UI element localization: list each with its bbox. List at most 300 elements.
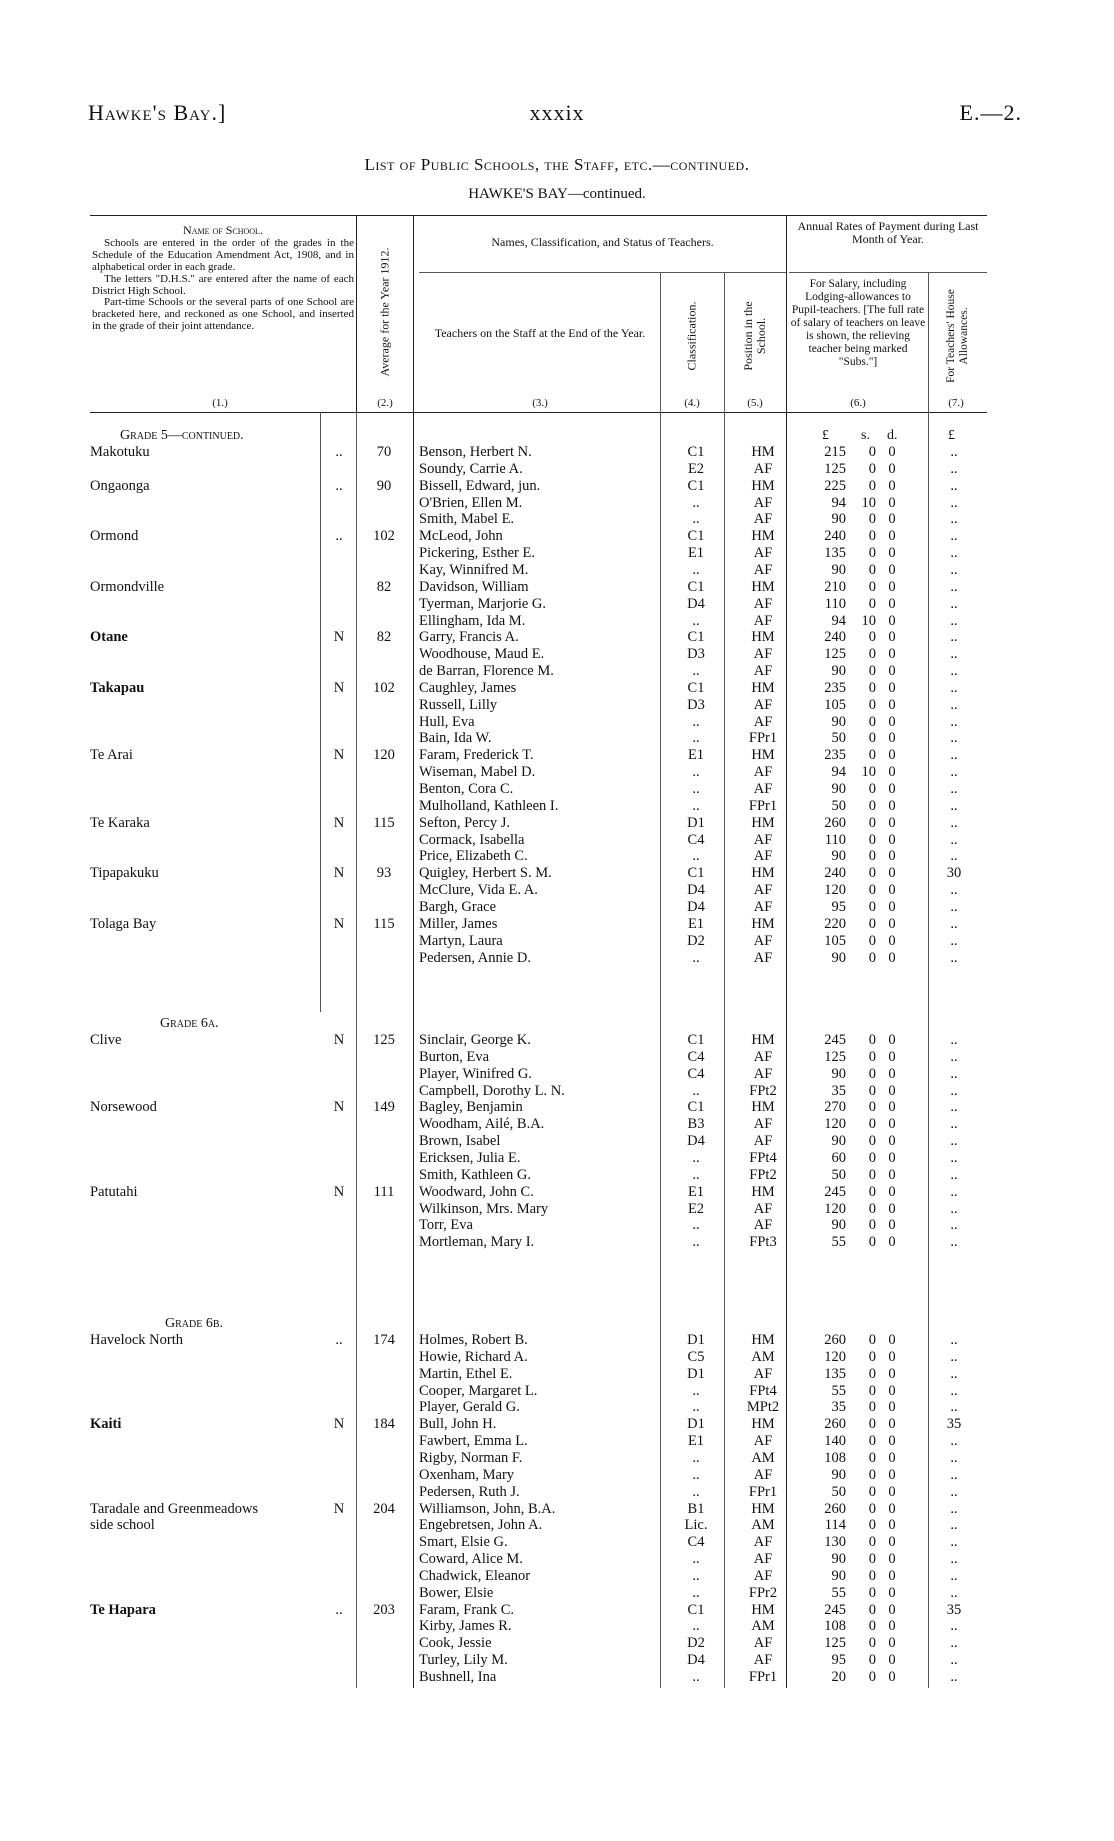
house-allowance: .. — [950, 561, 958, 578]
table-row — [0, 697, 1114, 714]
salary-pence: 0 — [888, 1382, 896, 1399]
table-row — [0, 1399, 1114, 1416]
salary-pounds: 260 — [824, 814, 846, 831]
salary-pence: 0 — [888, 1183, 896, 1200]
average-attendance: 70 — [376, 444, 392, 460]
salary-pence: 0 — [888, 1534, 896, 1551]
salary-pounds: 35 — [831, 1082, 846, 1099]
school-name: Te Hapara — [90, 1601, 156, 1618]
district-mark: N — [333, 1183, 345, 1200]
salary-pence: 0 — [888, 898, 896, 915]
salary-pounds: 35 — [831, 1399, 846, 1416]
salary-shillings: 0 — [868, 1567, 876, 1584]
salary-shillings: 0 — [868, 528, 876, 545]
salary-pounds: 50 — [831, 1166, 846, 1183]
salary-shillings: 0 — [868, 696, 876, 713]
table-row — [0, 1585, 1114, 1602]
teacher-name: Torr, Eva — [419, 1217, 473, 1234]
salary-pounds: 240 — [824, 865, 846, 882]
teacher-name: Pedersen, Annie D. — [419, 949, 531, 966]
school-name: Havelock North — [90, 1332, 184, 1348]
table-row — [0, 1652, 1114, 1669]
table-row — [0, 832, 1114, 849]
teacher-name: Ericksen, Julia E. — [419, 1149, 521, 1166]
house-allowance: .. — [950, 1032, 958, 1048]
salary-pounds: 130 — [824, 1534, 846, 1551]
salary-pence: 0 — [888, 511, 896, 528]
salary-shillings: 0 — [868, 1217, 876, 1234]
names-group-rule — [419, 272, 786, 273]
position: FPt2 — [749, 1166, 777, 1183]
salary-shillings: 0 — [868, 1449, 876, 1466]
classification: C1 — [687, 528, 705, 545]
page-subtitle: HAWKE'S BAY—continued. — [468, 186, 646, 202]
teacher-name: Sinclair, George K. — [419, 1032, 531, 1048]
average-attendance: 102 — [373, 528, 395, 545]
salary-pounds: 270 — [824, 1099, 846, 1116]
salary-pounds: 20 — [831, 1669, 846, 1685]
salary-pounds: 90 — [831, 781, 846, 797]
salary-shillings: 0 — [868, 713, 876, 730]
position: AM — [751, 1449, 775, 1466]
table-row — [0, 730, 1114, 747]
salary-shillings: 0 — [868, 730, 876, 747]
house-allowance: .. — [950, 1065, 958, 1082]
house-allowance: .. — [950, 915, 958, 932]
salary-pence: 0 — [888, 797, 896, 814]
teacher-name: Oxenham, Mary — [419, 1466, 515, 1483]
house-allowance: .. — [950, 1551, 958, 1568]
classification-header: Classification. — [684, 301, 699, 371]
salary-pounds: 94 — [831, 764, 846, 781]
payment-group-rule — [789, 272, 987, 273]
district-mark: N — [333, 679, 345, 696]
salary-pence: 0 — [888, 1433, 896, 1450]
salary-pounds: 55 — [831, 1382, 846, 1399]
district-mark: .. — [335, 444, 343, 460]
school-name: Kaiti — [90, 1416, 122, 1433]
school-name: side school — [90, 1517, 155, 1534]
house-allowance: .. — [950, 1500, 958, 1517]
salary-pounds: 55 — [831, 1234, 846, 1251]
position: AF — [753, 1200, 773, 1217]
house-allowance: .. — [950, 882, 958, 899]
classification: C5 — [687, 1348, 705, 1365]
classification: C1 — [687, 444, 705, 460]
name-header-note-1: Schools are entered in the order of the grades in the Schedule of the Education Amendment Act, 1908, and in alphabetical order in each grade. — [92, 236, 354, 273]
salary-shillings: 0 — [868, 1032, 876, 1048]
salary-shillings: 0 — [868, 1166, 876, 1183]
salary-shillings: 10 — [861, 612, 876, 629]
salary-pounds: 240 — [824, 629, 846, 646]
teacher-name: Fawbert, Emma L. — [419, 1433, 528, 1450]
district-mark: N — [333, 1416, 345, 1433]
salary-shillings: 0 — [868, 848, 876, 865]
teacher-name: Bower, Elsie — [419, 1584, 494, 1601]
house-allowance: .. — [950, 797, 958, 814]
table-row — [0, 848, 1114, 865]
position: AM — [751, 1517, 775, 1534]
house-allowance: .. — [950, 1332, 958, 1348]
table-row — [0, 1635, 1114, 1652]
classification: D4 — [687, 1652, 705, 1669]
salary-pence: 0 — [888, 696, 896, 713]
salary-shillings: 0 — [868, 781, 876, 797]
teacher-name: Bain, Ida W. — [419, 730, 492, 747]
salary-shillings: 0 — [868, 1183, 876, 1200]
table-row — [0, 1618, 1114, 1635]
classification: B3 — [687, 1116, 705, 1133]
average-attendance: 93 — [376, 865, 392, 882]
table-row — [0, 933, 1114, 950]
house-allowance: .. — [950, 460, 958, 477]
teacher-name: Smart, Elsie G. — [419, 1534, 508, 1551]
house-allowance: .. — [950, 1669, 958, 1685]
position: AF — [753, 1534, 773, 1551]
salary-shillings: 0 — [868, 1669, 876, 1685]
position: HM — [751, 1099, 775, 1116]
salary-pence: 0 — [888, 663, 896, 680]
house-allowance: .. — [950, 1116, 958, 1133]
salary-header: For Salary, including Lodging-allowances to Pupil-teachers. [The full rate of salary of teachers on leave is shown, the relieving teacher being marked "Subs."] — [790, 278, 926, 368]
classification: .. — [692, 1584, 700, 1601]
teacher-name: Tyerman, Marjorie G. — [419, 595, 547, 612]
house-allowance: .. — [950, 949, 958, 966]
position: FPr1 — [748, 1483, 778, 1500]
table-row — [0, 596, 1114, 613]
average-attendance: 111 — [373, 1183, 395, 1200]
salary-pence: 0 — [888, 1133, 896, 1150]
district-mark: N — [333, 747, 345, 764]
teacher-name: Holmes, Robert B. — [419, 1332, 528, 1348]
district-mark: N — [333, 1500, 345, 1517]
salary-pounds: 135 — [824, 1365, 846, 1382]
salary-pounds: 110 — [824, 831, 846, 848]
teacher-name: Davidson, William — [419, 578, 529, 595]
position: AF — [753, 460, 773, 477]
salary-pence: 0 — [888, 1032, 896, 1048]
table-row — [0, 882, 1114, 899]
salary-pounds: 260 — [824, 1500, 846, 1517]
salary-pence: 0 — [888, 1217, 896, 1234]
salary-shillings: 0 — [868, 1618, 876, 1635]
table-row — [0, 916, 1114, 933]
school-name: Patutahi — [90, 1183, 138, 1200]
classification: E1 — [687, 915, 705, 932]
position: HM — [751, 1601, 775, 1618]
table-row — [0, 1669, 1114, 1686]
salary-pence: 0 — [888, 1466, 896, 1483]
table-row — [0, 478, 1114, 495]
district-mark: N — [333, 915, 345, 932]
average-header: Average for the Year 1912. — [377, 247, 392, 377]
house-allowance: .. — [950, 612, 958, 629]
teacher-name: Garry, Francis A. — [419, 629, 519, 646]
position: AF — [753, 1433, 773, 1450]
salary-pounds: 215 — [824, 444, 846, 460]
average-attendance: 149 — [373, 1099, 395, 1116]
table-row — [0, 528, 1114, 545]
average-attendance: 90 — [376, 477, 392, 494]
position: HM — [751, 747, 775, 764]
teacher-name: Benson, Herbert N. — [419, 444, 532, 460]
salary-pence: 0 — [888, 477, 896, 494]
position: HM — [751, 444, 775, 460]
house-allowance: .. — [950, 1166, 958, 1183]
position: AF — [753, 511, 773, 528]
salary-shillings: 0 — [868, 1534, 876, 1551]
salary-shillings: 0 — [868, 1382, 876, 1399]
page-title: List of Public Schools, the Staff, etc.—continued. — [364, 155, 750, 174]
table-row — [0, 798, 1114, 815]
table-row — [0, 613, 1114, 630]
house-allowance: .. — [950, 730, 958, 747]
salary-shillings: 0 — [868, 1500, 876, 1517]
position: HM — [751, 629, 775, 646]
house-allowance: .. — [950, 629, 958, 646]
col-divider-1 — [356, 215, 357, 412]
house-allowance: .. — [950, 831, 958, 848]
teacher-name: Kirby, James R. — [419, 1618, 512, 1635]
salary-pence: 0 — [888, 1399, 896, 1416]
classification: D2 — [687, 932, 705, 949]
teacher-name: Sefton, Percy J. — [419, 814, 511, 831]
position: AF — [753, 949, 773, 966]
average-attendance: 174 — [373, 1332, 395, 1348]
salary-shillings: 0 — [868, 915, 876, 932]
classification: .. — [692, 1567, 700, 1584]
classification: .. — [692, 1234, 700, 1251]
teacher-name: Williamson, John, B.A. — [419, 1500, 556, 1517]
teacher-name: McClure, Vida E. A. — [419, 882, 538, 899]
position: HM — [751, 1183, 775, 1200]
school-name: Taradale and Greenmeadows — [90, 1500, 259, 1517]
house-allowance: .. — [950, 511, 958, 528]
position: FPr1 — [748, 1669, 778, 1685]
house-allowance: .. — [950, 1584, 958, 1601]
salary-pounds: 60 — [831, 1149, 846, 1166]
table-row — [0, 1433, 1114, 1450]
teacher-name: O'Brien, Ellen M. — [419, 494, 523, 511]
position: AF — [753, 1116, 773, 1133]
grade-heading-5: Grade 5—continued. — [120, 428, 244, 443]
table-row — [0, 1366, 1114, 1383]
teacher-name: Player, Winifred G. — [419, 1065, 532, 1082]
name-of-school-header — [92, 225, 354, 333]
salary-shillings: 0 — [868, 1133, 876, 1150]
teacher-name: Russell, Lilly — [419, 696, 498, 713]
position: AF — [753, 1217, 773, 1234]
salary-pounds: 120 — [824, 882, 846, 899]
position: AF — [753, 831, 773, 848]
house-allowance: .. — [950, 477, 958, 494]
grade-heading-6b: Grade 6b. — [165, 1316, 224, 1331]
table-row — [0, 764, 1114, 781]
table-row — [0, 899, 1114, 916]
classification: .. — [692, 764, 700, 781]
house-allowance: .. — [950, 1217, 958, 1234]
average-attendance: 184 — [373, 1416, 395, 1433]
salary-pence: 0 — [888, 781, 896, 797]
salary-shillings: 10 — [861, 764, 876, 781]
salary-pence: 0 — [888, 1567, 896, 1584]
district-mark: .. — [335, 1601, 343, 1618]
salary-shillings: 0 — [868, 1348, 876, 1365]
house-allowance: .. — [950, 545, 958, 562]
house-allowance: .. — [950, 1449, 958, 1466]
table-row — [0, 545, 1114, 562]
salary-pence: 0 — [888, 1348, 896, 1365]
salary-shillings: 0 — [868, 949, 876, 966]
position: HM — [751, 477, 775, 494]
table-row — [0, 461, 1114, 478]
salary-pence: 0 — [888, 1483, 896, 1500]
house-allowance: .. — [950, 646, 958, 663]
table-row — [0, 714, 1114, 731]
teacher-name: Bargh, Grace — [419, 898, 497, 915]
average-attendance: 120 — [373, 747, 395, 764]
classification: C1 — [687, 477, 705, 494]
district-mark: .. — [335, 528, 343, 545]
teacher-name: Martyn, Laura — [419, 932, 503, 949]
salary-pence: 0 — [888, 561, 896, 578]
classification: C1 — [687, 1099, 705, 1116]
salary-pence: 0 — [888, 612, 896, 629]
salary-pence: 0 — [888, 1618, 896, 1635]
salary-shillings: 0 — [868, 1099, 876, 1116]
teacher-name: Soundy, Carrie A. — [419, 460, 523, 477]
table-row — [0, 1049, 1114, 1066]
salary-pence: 0 — [888, 494, 896, 511]
house-allowance: .. — [950, 1149, 958, 1166]
running-header-left: Hawke's Bay.] — [88, 100, 227, 125]
salary-shillings: 0 — [868, 646, 876, 663]
salary-shillings: 0 — [868, 1551, 876, 1568]
salary-pence: 0 — [888, 1500, 896, 1517]
salary-pounds: 95 — [831, 898, 846, 915]
house-allowance: .. — [950, 898, 958, 915]
position: AF — [753, 1065, 773, 1082]
salary-pounds: 90 — [831, 848, 846, 865]
salary-pence: 0 — [888, 1099, 896, 1116]
teacher-name: Bagley, Benjamin — [419, 1099, 523, 1116]
table-row — [0, 629, 1114, 646]
salary-pence: 0 — [888, 646, 896, 663]
table-row — [0, 495, 1114, 512]
salary-pence: 0 — [888, 1669, 896, 1685]
position: AF — [753, 663, 773, 680]
teacher-name: Howie, Richard A. — [419, 1348, 528, 1365]
col-number-2: (2.) — [377, 397, 393, 409]
table-row — [0, 1602, 1114, 1619]
salary-pounds: 90 — [831, 1133, 846, 1150]
district-mark: N — [333, 865, 345, 882]
house-allowance: .. — [950, 1082, 958, 1099]
salary-shillings: 0 — [868, 663, 876, 680]
classification: .. — [692, 848, 700, 865]
classification: B1 — [687, 1500, 705, 1517]
salary-shillings: 0 — [868, 814, 876, 831]
salary-pounds: 90 — [831, 1567, 846, 1584]
position: HM — [751, 679, 775, 696]
position: AF — [753, 848, 773, 865]
position: AF — [753, 1048, 773, 1065]
classification: .. — [692, 1449, 700, 1466]
classification: C1 — [687, 865, 705, 882]
classification: D2 — [687, 1635, 705, 1652]
salary-shillings: 0 — [868, 1652, 876, 1669]
position: AF — [753, 1133, 773, 1150]
house-allowance: .. — [950, 679, 958, 696]
salary-pounds: 245 — [824, 1032, 846, 1048]
position: AM — [751, 1618, 775, 1635]
salary-pence: 0 — [888, 1652, 896, 1669]
house-allowance: .. — [950, 814, 958, 831]
house-allowance: .. — [950, 1534, 958, 1551]
position: HM — [751, 1500, 775, 1517]
position: AF — [753, 595, 773, 612]
salary-pounds: 235 — [824, 747, 846, 764]
teachers-header: Teachers on the Staff at the End of the Year. — [434, 326, 646, 340]
table-row — [0, 815, 1114, 832]
position: AM — [751, 1348, 775, 1365]
salary-shillings: 0 — [868, 1048, 876, 1065]
table-row — [0, 747, 1114, 764]
table-row — [0, 511, 1114, 528]
salary-pounds: 90 — [831, 713, 846, 730]
classification: .. — [692, 1551, 700, 1568]
salary-pence: 0 — [888, 1149, 896, 1166]
position: AF — [753, 932, 773, 949]
salary-pounds: 125 — [824, 460, 846, 477]
classification: .. — [692, 511, 700, 528]
salary-pence: 0 — [888, 1082, 896, 1099]
table-row — [0, 1568, 1114, 1585]
salary-shillings: 10 — [861, 494, 876, 511]
position: AF — [753, 1551, 773, 1568]
teacher-name: Caughley, James — [419, 679, 517, 696]
salary-pounds: 105 — [824, 696, 846, 713]
classification: E1 — [687, 747, 705, 764]
table-row — [0, 1450, 1114, 1467]
table-top-rule — [90, 215, 987, 216]
salary-pounds: 260 — [824, 1332, 846, 1348]
position: AF — [753, 612, 773, 629]
name-header-note-2: The letters "D.H.S." are entered after the name of each District High School. — [92, 272, 354, 297]
page-number: xxxix — [529, 100, 585, 125]
salary-shillings: 0 — [868, 1416, 876, 1433]
salary-pence: 0 — [888, 1234, 896, 1251]
house-allowance: .. — [950, 1099, 958, 1116]
house-allowance: .. — [950, 713, 958, 730]
table-row — [0, 1066, 1114, 1083]
salary-pence: 0 — [888, 1116, 896, 1133]
position: AF — [753, 696, 773, 713]
house-allowance: .. — [950, 1234, 958, 1251]
salary-pence: 0 — [888, 1601, 896, 1618]
salary-pounds: 90 — [831, 1551, 846, 1568]
average-attendance: 82 — [376, 629, 392, 646]
classification: .. — [692, 561, 700, 578]
salary-pence: 0 — [888, 764, 896, 781]
pounds-symbol: £ — [822, 428, 829, 443]
classification: .. — [692, 1082, 700, 1099]
teacher-name: Wiseman, Mabel D. — [419, 764, 536, 781]
salary-pence: 0 — [888, 1065, 896, 1082]
salary-pounds: 90 — [831, 511, 846, 528]
classification: .. — [692, 781, 700, 797]
classification: .. — [692, 663, 700, 680]
